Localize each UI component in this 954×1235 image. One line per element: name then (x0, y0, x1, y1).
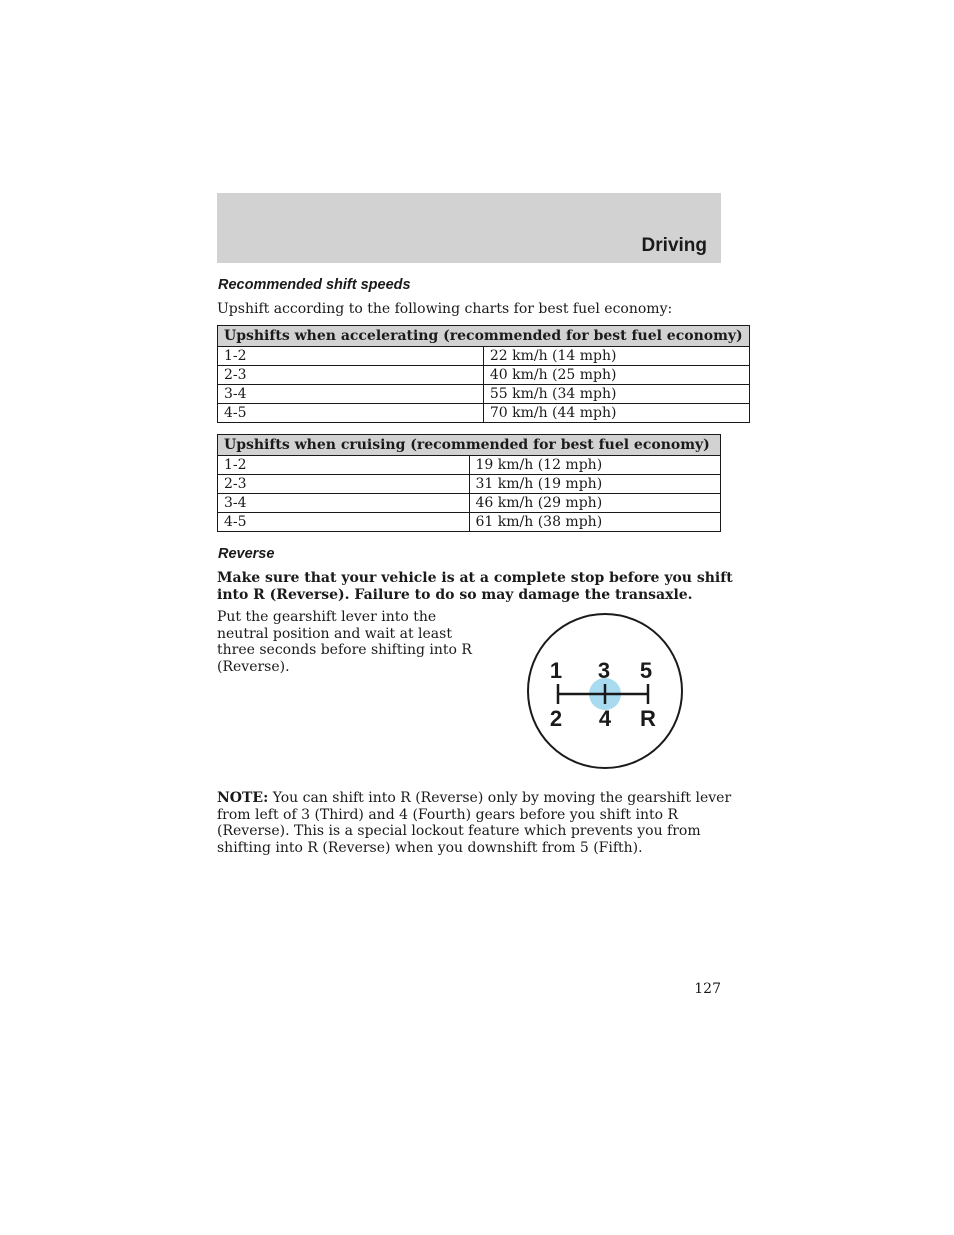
speed-cell: 61 km/h (38 mph) (469, 513, 721, 532)
table-row (218, 513, 721, 532)
reverse-instructions (217, 609, 472, 675)
reverse-note (217, 790, 731, 856)
table-row (218, 404, 750, 423)
speed-cell: 55 km/h (34 mph) (483, 385, 749, 404)
gear-label-1: 1 (549, 658, 563, 683)
cruising-table (217, 434, 721, 532)
reverse-instructions-line: (Reverse). (217, 658, 290, 675)
gear-label-3: 3 (597, 658, 611, 683)
table-row (218, 494, 721, 513)
accelerating-table-header: Upshifts when accelerating (recommended for best fuel economy) (218, 326, 750, 347)
gear-label-4: 4 (598, 706, 612, 731)
shift-speeds-heading: Recommended shift speeds (218, 277, 411, 293)
reverse-warning-line: Make sure that your vehicle is at a complete stop before you shift (217, 570, 733, 586)
reverse-note-line: (Reverse). This is a special lockout feature which prevents you from (217, 823, 701, 839)
reverse-note-line: from left of 3 (Third) and 4 (Fourth) gears before you shift into R (217, 806, 679, 823)
section-title: Driving (641, 235, 707, 256)
table-row (218, 347, 750, 366)
cruising-table-header: Upshifts when cruising (recommended for best fuel economy) (218, 435, 721, 456)
gear-change-cell: 1-2 (218, 456, 470, 475)
accelerating-table (217, 325, 750, 423)
note-text: You can shift into R (Reverse) only by moving the gearshift lever (268, 790, 732, 806)
reverse-instructions-line: neutral position and wait at least (217, 625, 452, 642)
note-label: NOTE: (217, 790, 269, 806)
reverse-note-line (217, 790, 731, 807)
reverse-warning-line: into R (Reverse). Failure to do so may damage the transaxle. (217, 586, 693, 603)
gear-label-reverse: R (640, 706, 656, 731)
gear-change-cell: 2-3 (218, 366, 484, 385)
speed-cell: 19 km/h (12 mph) (469, 456, 721, 475)
reverse-heading: Reverse (218, 546, 275, 562)
gear-change-cell: 4-5 (218, 404, 484, 423)
gear-change-cell: 3-4 (218, 385, 484, 404)
reverse-instructions-line: three seconds before shifting into R (217, 642, 472, 658)
shift-pattern-diagram (520, 610, 690, 775)
speed-cell: 22 km/h (14 mph) (483, 347, 749, 366)
reverse-warning (217, 570, 733, 603)
speed-cell: 40 km/h (25 mph) (483, 366, 749, 385)
shift-speeds-intro: Upshift according to the following charts for best fuel economy: (217, 301, 673, 317)
page-number: 127 (694, 981, 721, 997)
gear-label-5: 5 (639, 658, 653, 683)
gear-change-cell: 3-4 (218, 494, 470, 513)
section-header-band (217, 193, 721, 263)
table-row (218, 456, 721, 475)
table-row (218, 366, 750, 385)
gear-change-cell: 2-3 (218, 475, 470, 494)
reverse-instructions-line: Put the gearshift lever into the (217, 609, 437, 625)
table-row (218, 475, 721, 494)
table-row (218, 385, 750, 404)
speed-cell: 31 km/h (19 mph) (469, 475, 721, 494)
gear-label-2: 2 (549, 706, 563, 731)
reverse-note-line: shifting into R (Reverse) when you downshift from 5 (Fifth). (217, 839, 643, 856)
gear-change-cell: 1-2 (218, 347, 484, 366)
speed-cell: 46 km/h (29 mph) (469, 494, 721, 513)
gear-change-cell: 4-5 (218, 513, 470, 532)
speed-cell: 70 km/h (44 mph) (483, 404, 749, 423)
